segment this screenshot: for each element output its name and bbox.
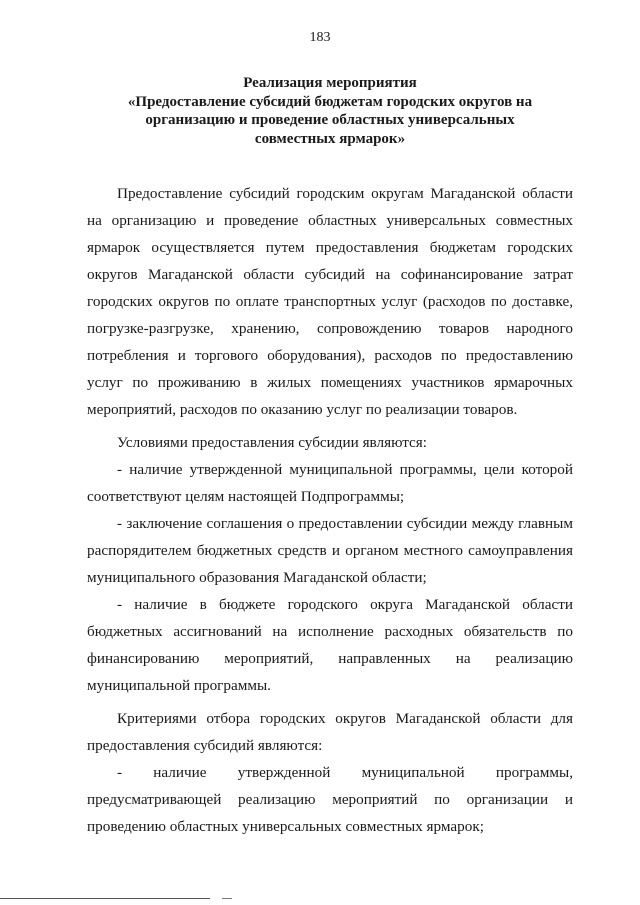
page-number: 183 bbox=[309, 30, 331, 45]
footer-rule bbox=[0, 898, 210, 899]
section-heading bbox=[80, 74, 580, 148]
paragraph-criteria-heading: Критериями отбора городских округов Магаданской области для предоставления субсидий являются: bbox=[87, 710, 573, 754]
heading-line-4: совместных ярмарок» bbox=[254, 130, 406, 147]
paragraph-intro: Предоставление субсидий городским округам Магаданской области на организацию и проведение областных универсальных совместных ярмарок осуществляется путем предоставления бюджетам городских округов Магаданской области субсидий на софинансирование затрат городских округов по оплате транспортных услуг (расходов по доставке, погрузке-разгрузке, хранению, сопровождению товаров народного потребления и торгового оборудования), расходов по предоставлению услуг по проживанию в жилых помещениях участников ярмарочных мероприятий, расходов по оказанию услуг по реализации товаров. bbox=[87, 185, 573, 418]
paragraph-criteria-program: - наличие утвержденной муниципальной программы, предусматривающей реализацию мероприятий по организации и проведению областных универсальных совместных ярмарок; bbox=[87, 764, 573, 835]
heading-line-1: Реализация мероприятия bbox=[243, 75, 417, 91]
paragraph-condition-budget: - наличие в бюджете городского округа Магаданской области бюджетных ассигнований на исполнение расходных обязательств по финансированию мероприятий, направленных на реализацию муниципальной программы. bbox=[87, 596, 573, 694]
paragraph-condition-agreement: - заключение соглашения о предоставлении субсидии между главным распорядителем бюджетных средств и органом местного самоуправления муниципального образования Магаданской области; bbox=[87, 515, 573, 586]
paragraph-conditions-heading: Условиями предоставления субсидии являются: bbox=[117, 434, 427, 451]
footer-rule-fragment bbox=[222, 898, 232, 899]
heading-line-2: «Предоставление субсидий бюджетам городских округов на bbox=[127, 93, 533, 110]
heading-line-3: организацию и проведение областных универсальных bbox=[145, 112, 515, 128]
body-text bbox=[87, 180, 573, 840]
paragraph-condition-program: - наличие утвержденной муниципальной программы, цели которой соответствуют целям настоящей Подпрограммы; bbox=[87, 461, 573, 505]
